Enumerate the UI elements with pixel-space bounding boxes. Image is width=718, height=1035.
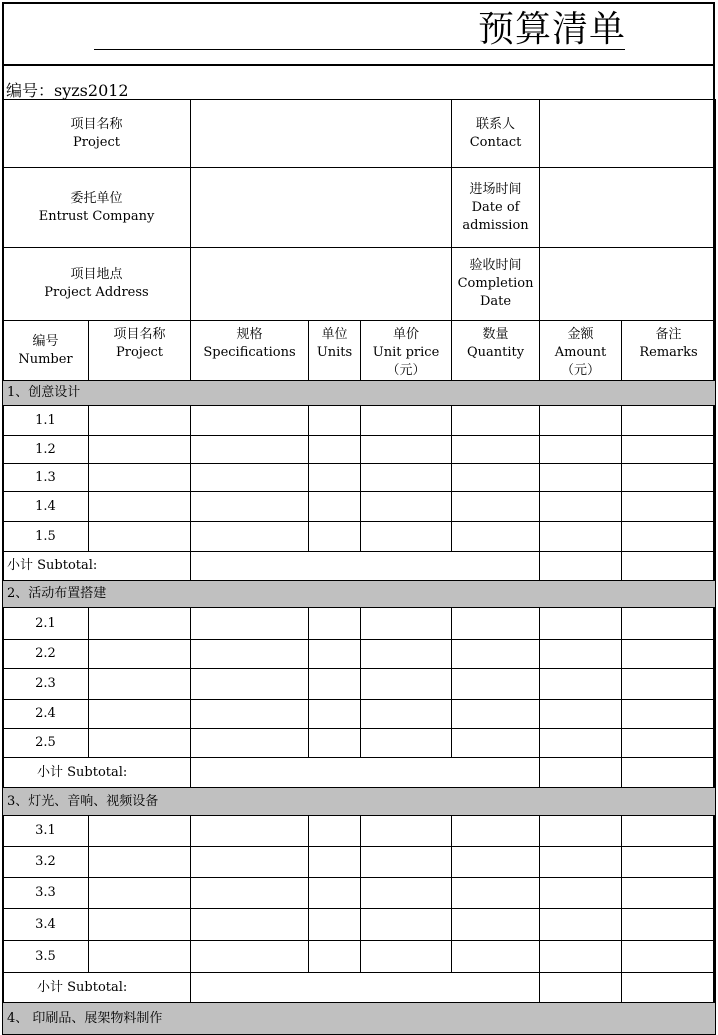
subtotal-label: 小计 Subtotal: bbox=[3, 973, 191, 1003]
cell-spec[interactable] bbox=[191, 941, 309, 973]
cell-project[interactable] bbox=[89, 878, 191, 909]
cell-project[interactable] bbox=[89, 492, 191, 522]
table-row bbox=[3, 608, 716, 640]
cell-unit-price[interactable] bbox=[361, 729, 452, 758]
cell-quantity[interactable] bbox=[452, 729, 540, 758]
cell-units[interactable] bbox=[309, 522, 361, 552]
row-number: 3.3 bbox=[3, 878, 89, 909]
cell-project[interactable] bbox=[89, 941, 191, 973]
project-label: 项目名称 Project bbox=[3, 100, 191, 168]
cell-spec[interactable] bbox=[191, 492, 309, 522]
cell-spec[interactable] bbox=[191, 464, 309, 492]
cell-quantity[interactable] bbox=[452, 406, 540, 436]
cell-remarks[interactable] bbox=[622, 878, 716, 909]
col-header-unit-price: 单价 Unit price （元） bbox=[361, 321, 452, 381]
cell-amount[interactable] bbox=[540, 406, 622, 436]
cell-units[interactable] bbox=[309, 729, 361, 758]
cell-spec[interactable] bbox=[191, 816, 309, 847]
cell-project[interactable] bbox=[89, 436, 191, 464]
info-row-address bbox=[3, 248, 716, 321]
table-row bbox=[3, 878, 716, 909]
entrust-label: 委托单位 Entrust Company bbox=[3, 168, 191, 248]
admission-label: 进场时间 Date of admission bbox=[452, 168, 540, 248]
cell-unit-price[interactable] bbox=[361, 436, 452, 464]
cell-units[interactable] bbox=[309, 492, 361, 522]
cell-remarks[interactable] bbox=[622, 436, 716, 464]
row-number: 2.5 bbox=[3, 729, 89, 758]
cell-units[interactable] bbox=[309, 608, 361, 640]
table-row bbox=[3, 816, 716, 847]
info-row-project bbox=[3, 100, 716, 168]
section-title: 4、 印刷品、展架物料制作 bbox=[3, 1003, 716, 1035]
cell-remarks[interactable] bbox=[622, 700, 716, 729]
cell-quantity[interactable] bbox=[452, 608, 540, 640]
completion-label: 验收时间 Completion Date bbox=[452, 248, 540, 321]
cell-spec[interactable] bbox=[191, 669, 309, 700]
cell-amount[interactable] bbox=[540, 640, 622, 669]
cell-unit-price[interactable] bbox=[361, 941, 452, 973]
cell-quantity[interactable] bbox=[452, 847, 540, 878]
cell-units[interactable] bbox=[309, 406, 361, 436]
cell-project[interactable] bbox=[89, 522, 191, 552]
row-number: 2.2 bbox=[3, 640, 89, 669]
cell-amount[interactable] bbox=[540, 436, 622, 464]
entrust-value-field[interactable] bbox=[191, 168, 452, 248]
cell-quantity[interactable] bbox=[452, 640, 540, 669]
cell-quantity[interactable] bbox=[452, 464, 540, 492]
cell-amount[interactable] bbox=[540, 847, 622, 878]
cell-quantity[interactable] bbox=[452, 669, 540, 700]
col-header-remarks: 备注 Remarks bbox=[622, 321, 716, 381]
cell-unit-price[interactable] bbox=[361, 406, 452, 436]
row-number: 1.1 bbox=[3, 406, 89, 436]
subtotal-amount-field[interactable] bbox=[540, 973, 622, 1003]
subtotal-remarks-field[interactable] bbox=[622, 552, 716, 581]
cell-project[interactable] bbox=[89, 608, 191, 640]
table-row bbox=[3, 640, 716, 669]
cell-units[interactable] bbox=[309, 816, 361, 847]
table-row bbox=[3, 700, 716, 729]
contact-value-field[interactable] bbox=[540, 100, 716, 168]
cell-units[interactable] bbox=[309, 640, 361, 669]
cell-project[interactable] bbox=[89, 847, 191, 878]
cell-amount[interactable] bbox=[540, 909, 622, 941]
subtotal-remarks-field[interactable] bbox=[622, 973, 716, 1003]
cell-spec[interactable] bbox=[191, 700, 309, 729]
cell-project[interactable] bbox=[89, 729, 191, 758]
cell-unit-price[interactable] bbox=[361, 909, 452, 941]
address-value-field[interactable] bbox=[191, 248, 452, 321]
cell-spec[interactable] bbox=[191, 847, 309, 878]
cell-amount[interactable] bbox=[540, 941, 622, 973]
cell-units[interactable] bbox=[309, 878, 361, 909]
col-header-quantity: 数量 Quantity bbox=[452, 321, 540, 381]
cell-unit-price[interactable] bbox=[361, 522, 452, 552]
cell-quantity[interactable] bbox=[452, 522, 540, 552]
cell-spec[interactable] bbox=[191, 406, 309, 436]
cell-spec[interactable] bbox=[191, 909, 309, 941]
table-row bbox=[3, 729, 716, 758]
project-value-field[interactable] bbox=[191, 100, 452, 168]
cell-remarks[interactable] bbox=[622, 729, 716, 758]
subtotal-label: 小计 Subtotal: bbox=[3, 552, 191, 581]
cell-spec[interactable] bbox=[191, 729, 309, 758]
row-number: 3.4 bbox=[3, 909, 89, 941]
cell-project[interactable] bbox=[89, 909, 191, 941]
subtotal-row bbox=[3, 973, 716, 1003]
cell-unit-price[interactable] bbox=[361, 640, 452, 669]
cell-amount[interactable] bbox=[540, 522, 622, 552]
cell-remarks[interactable] bbox=[622, 847, 716, 878]
row-number: 2.3 bbox=[3, 669, 89, 700]
cell-project[interactable] bbox=[89, 816, 191, 847]
cell-unit-price[interactable] bbox=[361, 464, 452, 492]
row-number: 2.4 bbox=[3, 700, 89, 729]
cell-amount[interactable] bbox=[540, 492, 622, 522]
cell-project[interactable] bbox=[89, 640, 191, 669]
section-title: 2、活动布置搭建 bbox=[3, 581, 716, 608]
cell-spec[interactable] bbox=[191, 436, 309, 464]
cell-unit-price[interactable] bbox=[361, 878, 452, 909]
section-title: 3、灯光、音响、视频设备 bbox=[3, 788, 716, 816]
title-underline bbox=[94, 49, 625, 50]
cell-quantity[interactable] bbox=[452, 436, 540, 464]
cell-unit-price[interactable] bbox=[361, 847, 452, 878]
cell-amount[interactable] bbox=[540, 816, 622, 847]
table-row bbox=[3, 941, 716, 973]
row-number: 3.2 bbox=[3, 847, 89, 878]
cell-project[interactable] bbox=[89, 700, 191, 729]
section-header-row bbox=[3, 788, 716, 816]
subtotal-row bbox=[3, 758, 716, 788]
subtotal-remarks-field[interactable] bbox=[622, 758, 716, 788]
cell-remarks[interactable] bbox=[622, 941, 716, 973]
cell-unit-price[interactable] bbox=[361, 492, 452, 522]
cell-remarks[interactable] bbox=[622, 492, 716, 522]
column-header-row bbox=[3, 321, 716, 381]
table-row bbox=[3, 909, 716, 941]
table-row bbox=[3, 436, 716, 464]
cell-amount[interactable] bbox=[540, 878, 622, 909]
subtotal-spacer bbox=[191, 758, 540, 788]
section-header-row bbox=[3, 1003, 716, 1035]
budget-table bbox=[2, 99, 716, 1035]
cell-quantity[interactable] bbox=[452, 492, 540, 522]
cell-remarks[interactable] bbox=[622, 640, 716, 669]
col-header-units: 单位 Units bbox=[309, 321, 361, 381]
section-title: 1、创意设计 bbox=[3, 381, 716, 406]
cell-quantity[interactable] bbox=[452, 816, 540, 847]
cell-amount[interactable] bbox=[540, 700, 622, 729]
cell-amount[interactable] bbox=[540, 464, 622, 492]
document-title: 预算清单 bbox=[478, 9, 627, 50]
cell-remarks[interactable] bbox=[622, 522, 716, 552]
cell-amount[interactable] bbox=[540, 669, 622, 700]
cell-spec[interactable] bbox=[191, 640, 309, 669]
cell-project[interactable] bbox=[89, 464, 191, 492]
completion-value-field[interactable] bbox=[540, 248, 716, 321]
cell-remarks[interactable] bbox=[622, 406, 716, 436]
cell-units[interactable] bbox=[309, 909, 361, 941]
cell-spec[interactable] bbox=[191, 608, 309, 640]
cell-remarks[interactable] bbox=[622, 816, 716, 847]
col-header-amount: 金额 Amount （元） bbox=[540, 321, 622, 381]
row-number: 1.4 bbox=[3, 492, 89, 522]
document-number: 编号：syzs2012 bbox=[6, 81, 129, 100]
cell-units[interactable] bbox=[309, 669, 361, 700]
cell-units[interactable] bbox=[309, 941, 361, 973]
row-number: 1.5 bbox=[3, 522, 89, 552]
col-header-specifications: 规格 Specifications bbox=[191, 321, 309, 381]
cell-amount[interactable] bbox=[540, 729, 622, 758]
cell-quantity[interactable] bbox=[452, 878, 540, 909]
row-number: 3.1 bbox=[3, 816, 89, 847]
info-row-entrust bbox=[3, 168, 716, 248]
col-header-number: 编号 Number bbox=[3, 321, 89, 381]
cell-project[interactable] bbox=[89, 406, 191, 436]
subtotal-row bbox=[3, 552, 716, 581]
cell-units[interactable] bbox=[309, 464, 361, 492]
cell-quantity[interactable] bbox=[452, 909, 540, 941]
row-number: 2.1 bbox=[3, 608, 89, 640]
cell-remarks[interactable] bbox=[622, 669, 716, 700]
cell-remarks[interactable] bbox=[622, 608, 716, 640]
cell-units[interactable] bbox=[309, 700, 361, 729]
table-row bbox=[3, 406, 716, 436]
row-number: 3.5 bbox=[3, 941, 89, 973]
subtotal-spacer bbox=[191, 973, 540, 1003]
cell-units[interactable] bbox=[309, 847, 361, 878]
admission-value-field[interactable] bbox=[540, 168, 716, 248]
cell-unit-price[interactable] bbox=[361, 700, 452, 729]
cell-quantity[interactable] bbox=[452, 941, 540, 973]
cell-remarks[interactable] bbox=[622, 464, 716, 492]
subtotal-amount-field[interactable] bbox=[540, 552, 622, 581]
title-divider bbox=[2, 64, 715, 66]
cell-remarks[interactable] bbox=[622, 909, 716, 941]
cell-project[interactable] bbox=[89, 669, 191, 700]
table-row bbox=[3, 669, 716, 700]
address-label: 项目地点 Project Address bbox=[3, 248, 191, 321]
table-row bbox=[3, 464, 716, 492]
table-row bbox=[3, 492, 716, 522]
subtotal-spacer bbox=[191, 552, 540, 581]
cell-amount[interactable] bbox=[540, 608, 622, 640]
subtotal-amount-field[interactable] bbox=[540, 758, 622, 788]
cell-unit-price[interactable] bbox=[361, 816, 452, 847]
cell-spec[interactable] bbox=[191, 878, 309, 909]
cell-unit-price[interactable] bbox=[361, 608, 452, 640]
cell-units[interactable] bbox=[309, 436, 361, 464]
section-header-row bbox=[3, 581, 716, 608]
row-number: 1.3 bbox=[3, 464, 89, 492]
subtotal-label: 小计 Subtotal: bbox=[3, 758, 191, 788]
cell-unit-price[interactable] bbox=[361, 669, 452, 700]
cell-spec[interactable] bbox=[191, 522, 309, 552]
table-row bbox=[3, 847, 716, 878]
section-header-row bbox=[3, 381, 716, 406]
table-row bbox=[3, 522, 716, 552]
contact-label: 联系人 Contact bbox=[452, 100, 540, 168]
cell-quantity[interactable] bbox=[452, 700, 540, 729]
col-header-project: 项目名称 Project bbox=[89, 321, 191, 381]
row-number: 1.2 bbox=[3, 436, 89, 464]
